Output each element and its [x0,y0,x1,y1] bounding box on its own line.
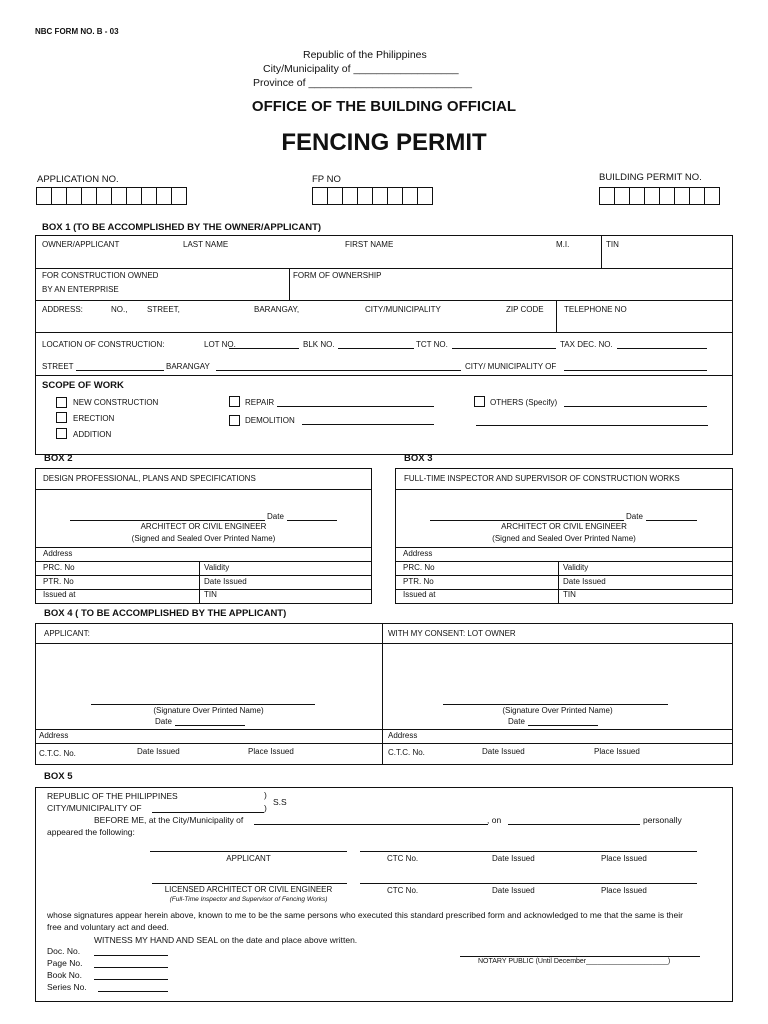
box5-ctc-label-2: CTC No. [387,886,419,895]
applicant-ctc-label: C.T.C. No. [39,749,76,758]
demolition-label: DEMOLITION [245,416,295,425]
box2-architect-label: ARCHITECT OR CIVIL ENGINEER [140,522,267,531]
box5-bracket-2: ) [264,803,267,813]
tct-no-field[interactable] [452,348,556,349]
box3-signed-label: (Signed and Sealed Over Printed Name) [492,534,636,543]
box3-architect-label: ARCHITECT OR CIVIL ENGINEER [501,522,627,531]
box5-city-label: CITY/MUNICIPALITY OF [47,803,142,813]
box3-ptr-label: PTR. No [403,577,434,586]
location-label: LOCATION OF CONSTRUCTION: [42,340,165,349]
box5-ss: S.S [273,797,287,807]
header-city: City/Municipality of __________________ [263,63,459,75]
box5-date-issued-label-2: Date Issued [492,886,535,895]
addition-checkbox[interactable] [56,428,67,439]
address-street-label: STREET, [147,305,180,314]
box5-applicant-label: APPLICANT [226,854,271,863]
box3-tin-label: TIN [563,590,576,599]
box3-date-label: Date [626,512,643,521]
before-me-date-field[interactable] [508,824,640,825]
lot-no-label: LOT NO. [204,340,236,349]
owner-date-field[interactable] [528,725,598,726]
box2-date-issued-label: Date Issued [204,577,247,586]
telephone-label: TELEPHONE NO [564,305,627,314]
acknowledgement-text-2: free and voluntary act and deed. [47,922,169,932]
street-field[interactable] [76,370,164,371]
box5-date-issued-label-1: Date Issued [492,854,535,863]
fp-no-field[interactable] [312,187,432,205]
box5-place-issued-label-2: Place Issued [601,886,647,895]
zip-code-label: ZIP CODE [506,305,544,314]
notary-public-label: NOTARY PUBLIC (Until December_____________________) [478,958,671,965]
box3-heading: BOX 3 [404,453,433,464]
box5-engineer-ctc-field[interactable] [360,883,697,884]
application-no-field[interactable] [36,187,186,205]
city-of-field[interactable] [564,370,707,371]
box3-address-label: Address [403,549,433,558]
box2-validity-label: Validity [204,563,230,572]
box5-city-field[interactable] [152,812,264,813]
owner-signature-field[interactable] [443,704,668,705]
lot-no-field[interactable] [229,348,299,349]
box2-signed-label: (Signed and Sealed Over Printed Name) [131,534,276,543]
erection-checkbox[interactable] [56,412,67,423]
addition-label: ADDITION [73,430,112,439]
box5-engineer-field[interactable] [152,883,347,884]
book-no-field[interactable] [94,979,168,980]
before-me-text: BEFORE ME, at the City/Municipality of [94,815,244,825]
applicant-address-label: Address [39,731,69,740]
tax-dec-label: TAX DEC. NO. [560,340,613,349]
header-republic: Republic of the Philippines [303,49,427,61]
address-no-label: NO., [111,305,128,314]
applicant-signature-label: (Signature Over Printed Name) [153,706,264,715]
street-label: STREET [42,362,74,371]
construction-owned-label: FOR CONSTRUCTION OWNED [42,271,159,280]
box5-applicant-field[interactable] [150,851,347,852]
fp-no-label: FP NO [312,174,341,185]
on-text: , on [487,815,502,825]
building-permit-no-label: BUILDING PERMIT NO. [599,172,702,183]
owner-date-label: Date [508,717,525,726]
building-permit-no-field[interactable] [599,187,719,205]
others-checkbox[interactable] [474,396,485,407]
page-title: FENCING PERMIT [281,129,487,156]
box5-licensed-label: LICENSED ARCHITECT OR CIVIL ENGINEER [164,885,333,894]
application-no-label: APPLICATION NO. [37,174,119,185]
witness-text: WITNESS MY HAND AND SEAL on the date and place above written. [94,935,358,945]
page-no-field[interactable] [94,967,168,968]
barangay-field[interactable] [216,370,461,371]
box4-heading: BOX 4 ( TO BE ACCOMPLISHED BY THE APPLICANT) [44,608,287,619]
appeared-text: appeared the following: [47,827,135,837]
demolition-checkbox[interactable] [229,415,240,426]
box2-address-label: Address [43,549,73,558]
form-of-ownership-label: FORM OF OWNERSHIP [293,271,382,280]
tax-dec-field[interactable] [617,348,707,349]
applicant-signature-field[interactable] [91,704,315,705]
by-enterprise-label: BY AN ENTERPRISE [42,285,119,294]
address-barangay-label: BARANGAY, [254,305,300,314]
address-label: ADDRESS: [42,305,83,314]
applicant-date-field[interactable] [175,725,245,726]
lot-owner-consent-label: WITH MY CONSENT: LOT OWNER [388,629,516,638]
owner-signature-label: (Signature Over Printed Name) [502,706,613,715]
box2-tin-label: TIN [204,590,217,599]
doc-no-field[interactable] [94,955,168,956]
box5-licensed-sub: (Full-Time Inspector and Supervisor of Fencing Works) [169,896,328,903]
acknowledgement-text: whose signatures appear herein above, known to me to be the same persons who executed this standard prescribed form and acknowledged to me that the same is their [47,910,683,920]
box5-place-issued-label-1: Place Issued [601,854,647,863]
series-no-field[interactable] [98,991,168,992]
tin-label: TIN [606,240,619,249]
box3-signature-field[interactable] [430,520,624,521]
box2-signature-field[interactable] [70,520,265,521]
box5-ctc-label-1: CTC No. [387,854,419,863]
owner-place-issued-label: Place Issued [594,747,640,756]
demolition-field[interactable] [302,424,434,425]
box3-date-issued-label: Date Issued [563,577,606,586]
before-me-city-field[interactable] [254,824,488,825]
office-title: OFFICE OF THE BUILDING OFFICIAL [251,98,517,115]
box3-issued-at-label: Issued at [403,590,436,599]
box2-ptr-label: PTR. No [43,577,74,586]
others-field-2[interactable] [476,425,708,426]
new-construction-checkbox[interactable] [56,397,67,408]
box2-issued-at-label: Issued at [43,590,76,599]
blk-no-label: BLK NO. [303,340,335,349]
box3-title: FULL-TIME INSPECTOR AND SUPERVISOR OF CONSTRUCTION WORKS [404,474,680,483]
series-no-label: Series No. [47,982,87,992]
applicant-label: APPLICANT: [44,629,90,638]
erection-label: ERECTION [73,414,115,423]
box5-heading: BOX 5 [44,771,73,782]
box2-date-field[interactable] [287,520,337,521]
tct-no-label: TCT NO. [416,340,448,349]
doc-no-label: Doc. No. [47,946,81,956]
first-name-label: FIRST NAME [345,240,394,249]
city-of-label: CITY/ MUNICIPALITY OF [465,362,557,371]
others-field[interactable] [564,406,707,407]
box5-republic: REPUBLIC OF THE PHILIPPINES [47,791,178,801]
box5-bracket-1: ) [264,790,267,800]
address-city-label: CITY/MUNICIPALITY [365,305,441,314]
page-no-label: Page No. [47,958,83,968]
box2-prc-label: PRC. No [43,563,75,572]
blk-no-field[interactable] [338,348,414,349]
owner-applicant-label: OWNER/APPLICANT [42,240,120,249]
owner-ctc-label: C.T.C. No. [388,748,425,757]
book-no-label: Book No. [47,970,82,980]
box5-applicant-ctc-field[interactable] [360,851,697,852]
applicant-place-issued-label: Place Issued [248,747,294,756]
repair-checkbox[interactable] [229,396,240,407]
notary-signature-field[interactable] [460,956,700,957]
box2-heading: BOX 2 [44,453,73,464]
scope-of-work-label: SCOPE OF WORK [42,380,124,391]
owner-date-issued-label: Date Issued [482,747,525,756]
repair-field[interactable] [277,406,434,407]
box3-date-field[interactable] [646,520,697,521]
barangay-label: BARANGAY [166,362,210,371]
box2-title: DESIGN PROFESSIONAL, PLANS AND SPECIFICATIONS [43,474,256,483]
personally-text: personally [643,815,682,825]
mi-label: M.I. [556,240,570,249]
box2-date-label: Date [267,512,284,521]
owner-address-label: Address [388,731,418,740]
applicant-date-label: Date [155,717,172,726]
box3-prc-label: PRC. No [403,563,435,572]
last-name-label: LAST NAME [183,240,229,249]
box3-validity-label: Validity [563,563,589,572]
box1-heading: BOX 1 (TO BE ACCOMPLISHED BY THE OWNER/APPLICANT) [42,222,322,233]
new-construction-label: NEW CONSTRUCTION [73,398,159,407]
repair-label: REPAIR [245,398,275,407]
others-label: OTHERS (Specify) [490,398,558,407]
header-province: Province of ____________________________ [253,77,472,89]
form-number: NBC FORM NO. B - 03 [35,27,119,36]
applicant-date-issued-label: Date Issued [137,747,180,756]
